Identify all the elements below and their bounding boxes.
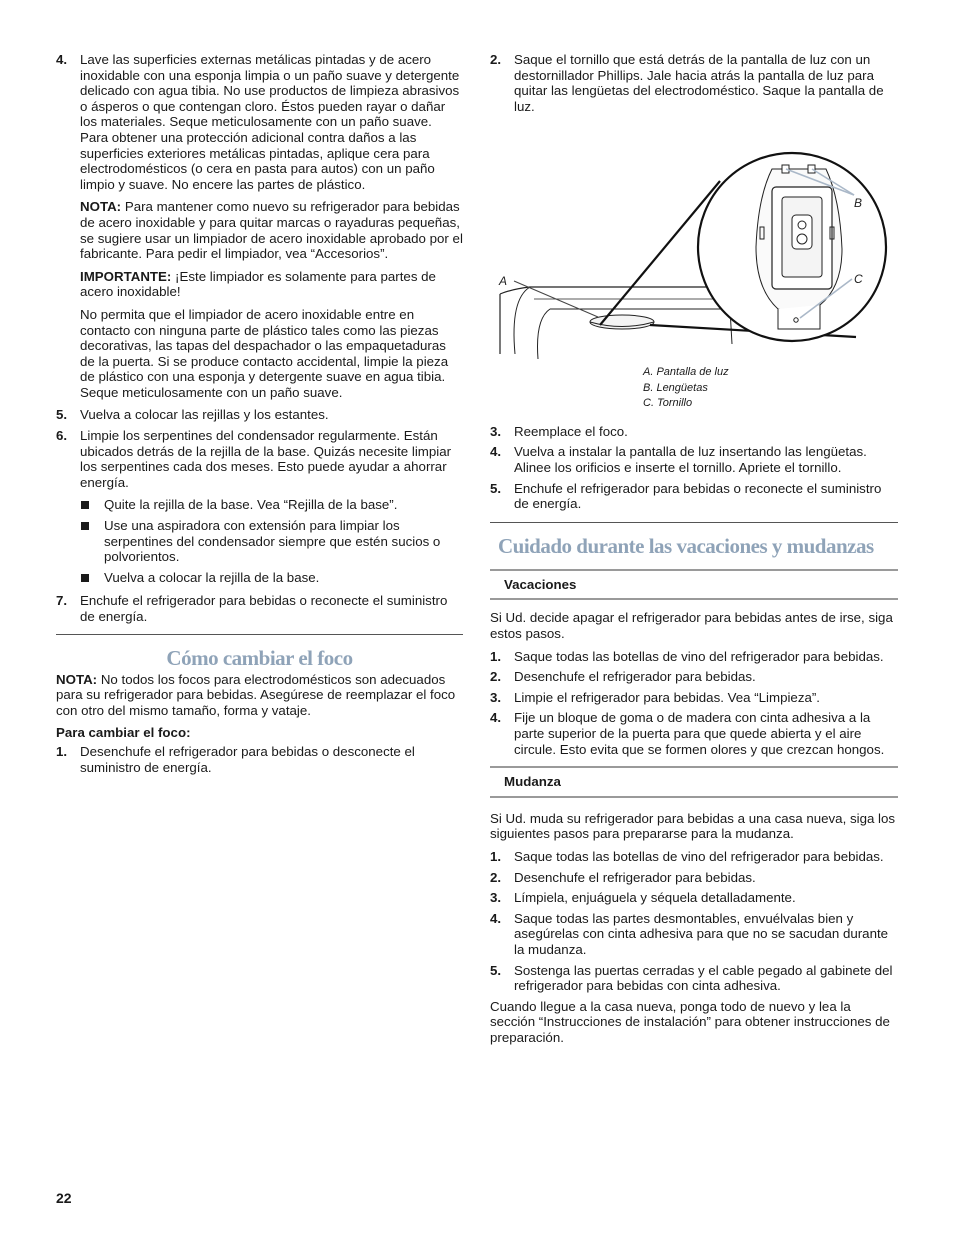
light-shield-diagram bbox=[490, 119, 898, 359]
section-divider bbox=[56, 634, 463, 635]
mudanza-intro: Si Ud. muda su refrigerador para bebidas a una casa nueva, siga los siguientes pasos para prepararse para la mudanza. bbox=[490, 810, 896, 842]
section-divider bbox=[490, 522, 898, 523]
step-text: Limpie los serpentines del condensador regularmente. Están ubicados detrás de la rejilla de la base. Quizás necesite limpiar los serpentines cada dos meses. Esto puede ayudar a ahorrar energía. bbox=[80, 428, 452, 490]
light-shield-figure bbox=[490, 119, 898, 359]
caption-a: A. Pantalla de luz bbox=[643, 366, 729, 379]
step-number: 5. bbox=[490, 480, 502, 496]
vacaciones-step-3 bbox=[490, 690, 898, 706]
section-heading-foco: Cómo cambiar el foco bbox=[166, 645, 353, 670]
note-text: Para mantener como nuevo su refrigerador para bebidas de acero inoxidable y para quitar marcas o rayaduras pequeñas, se sugiere usar un limpiador de acero inoxidable aprobado por el fabricante. Para pedir el limpiador, vea “Accesorios”. bbox=[80, 199, 463, 262]
plastic-warning: No permita que el limpiador de acero inoxidable entre en contacto con ninguna parte de plástico tales como las piezas decorativas, las tapas del despachador o las empaquetaduras de la puerta. Si se produce contacto accidental, limpie la pieza de plástico con una esponja y detergente suave en agua tibia. Seque meticulosamente con un paño suave. bbox=[80, 306, 449, 400]
vacaciones-step-2 bbox=[490, 669, 898, 685]
vacaciones-step-1 bbox=[490, 649, 898, 665]
page-number: 22 bbox=[56, 1190, 72, 1206]
step-number: 5. bbox=[490, 962, 502, 978]
mudanza-outro: Cuando llegue a la casa nueva, ponga todo de nuevo y lea la sección “Instrucciones de instalación” para obtener instrucciones de preparación. bbox=[490, 998, 890, 1045]
step-text: Saque todas las botellas de vino del refrigerador para bebidas. bbox=[514, 648, 884, 664]
square-bullet-icon bbox=[81, 501, 89, 509]
step-text: Saque todas las partes desmontables, envuélvalas bien y asegúrelas con cinta adhesiva para que no se sacudan durante la mudanza. bbox=[514, 910, 889, 957]
label-b: B bbox=[854, 196, 863, 211]
subheading-text: Para cambiar el foco: bbox=[56, 725, 191, 741]
step-number: 4. bbox=[490, 710, 502, 726]
bullet-text: Quite la rejilla de la base. Vea “Rejilla de la base”. bbox=[104, 497, 398, 513]
step-text: Desenchufe el refrigerador para bebidas. bbox=[514, 869, 756, 885]
step-number: 2. bbox=[490, 669, 502, 685]
note-label: NOTA: bbox=[56, 671, 98, 687]
step-text: Vuelva a instalar la pantalla de luz insertando las lengüetas. Alinee los orificios e inserte el tornillo. Apriete el tornillo. bbox=[514, 444, 867, 476]
step-text: Lave las superficies externas metálicas pintadas y de acero inoxidable con una esponja limpia o un paño suave y detergente delicado con agua tibia. No use productos de limpieza abrasivos o ásperos o que contengan cloro. Éstos pueden rayar o dañar los materiales. Seque meticulosamente con un paño suave. Para obtener una protección adicional contra daños a las superficies exteriores metálicas pintadas, aplique cera para electrodomésticos (o cera en pasta para autos) con un paño limpio y suave. No encere las partes de plástico. bbox=[80, 52, 460, 192]
step-text: Desenchufe el refrigerador para bebidas o desconecte el suministro de energía. bbox=[80, 743, 415, 775]
step-number: 6. bbox=[56, 428, 68, 444]
right-column bbox=[490, 52, 898, 1053]
caption-c: C. Tornillo bbox=[643, 397, 693, 410]
figure-legend bbox=[490, 365, 898, 412]
step-number: 1. bbox=[490, 648, 502, 664]
label-c: C bbox=[854, 272, 863, 287]
important-label: IMPORTANTE: bbox=[80, 268, 172, 284]
bullet-text: Vuelva a colocar la rejilla de la base. bbox=[104, 569, 320, 585]
mudanza-step-4 bbox=[490, 911, 898, 958]
mudanza-step-5 bbox=[490, 963, 898, 994]
square-bullet-icon bbox=[81, 574, 89, 582]
stainless-note bbox=[56, 199, 463, 261]
step-text: Enchufe el refrigerador para bebidas o reconecte el suministro de energía. bbox=[514, 480, 882, 512]
cleaning-step-4 bbox=[56, 52, 463, 192]
mudanza-step-2 bbox=[490, 870, 898, 886]
foco-step-1 bbox=[56, 744, 463, 775]
step-text: Saque todas las botellas de vino del refrigerador para bebidas. bbox=[514, 848, 884, 864]
step-number: 1. bbox=[490, 848, 502, 864]
foco-subheading bbox=[56, 725, 463, 741]
left-column bbox=[56, 52, 463, 780]
step-text: Fije un bloque de goma o de madera con cinta adhesiva a la parte superior de la puerta para que quede abierta y el aire circule. Esto evita que se formen olores y que crezcan hongos. bbox=[514, 710, 885, 757]
foco-step-2 bbox=[490, 52, 898, 114]
step-number: 4. bbox=[56, 52, 68, 67]
mudanza-step-1 bbox=[490, 849, 898, 865]
step-number: 7. bbox=[56, 593, 68, 609]
bullet-item bbox=[80, 570, 463, 586]
step-text: Desenchufe el refrigerador para bebidas. bbox=[514, 669, 756, 685]
foco-step-4 bbox=[490, 444, 898, 475]
step-number: 4. bbox=[490, 444, 502, 460]
subheading-vacaciones: Vacaciones bbox=[490, 569, 898, 601]
foco-step-3 bbox=[490, 424, 898, 440]
note-label: NOTA: bbox=[80, 199, 122, 215]
step-number: 3. bbox=[490, 890, 502, 906]
step-text: Limpie el refrigerador para bebidas. Vea “Limpieza”. bbox=[514, 689, 820, 705]
bullet-item bbox=[80, 497, 463, 513]
step-number: 3. bbox=[490, 423, 502, 439]
step-number: 3. bbox=[490, 689, 502, 705]
vacaciones-intro: Si Ud. decide apagar el refrigerador para bebidas antes de irse, siga estos pasos. bbox=[490, 610, 893, 642]
cleaning-step-6 bbox=[56, 428, 463, 585]
step-number: 2. bbox=[490, 869, 502, 885]
subheading-mudanza: Mudanza bbox=[490, 766, 898, 798]
label-a: A bbox=[499, 274, 508, 289]
foco-step-5 bbox=[490, 481, 898, 512]
step-number: 5. bbox=[56, 407, 68, 423]
step-number: 4. bbox=[490, 910, 502, 926]
important-text: ¡Este limpiador es solamente para partes de acero inoxidable! bbox=[80, 268, 436, 300]
mudanza-step-3 bbox=[490, 890, 898, 906]
step-number: 1. bbox=[56, 743, 68, 759]
bullet-text: Use una aspiradora con extensión para limpiar los serpentines del condensador siempre que estén sucios o polvorientos. bbox=[104, 518, 441, 565]
step-text: Reemplace el foco. bbox=[514, 423, 628, 439]
cleaning-step-7 bbox=[56, 593, 463, 624]
step-text: Enchufe el refrigerador para bebidas o reconecte el suministro de energía. bbox=[80, 593, 448, 624]
bullet-item bbox=[80, 518, 463, 565]
cleaning-step-5 bbox=[56, 407, 463, 423]
caption-b: B. Lengüetas bbox=[643, 381, 708, 394]
step-text: Límpiela, enjuáguela y séquela detalladamente. bbox=[514, 890, 796, 906]
note-text: No todos los focos para electrodomésticos son adecuados para su refrigerador para bebidas. Asegúrese de reemplazar el foco con otro del mismo tamaño, forma y vataje. bbox=[56, 671, 456, 718]
foco-note bbox=[56, 672, 463, 719]
step-text: Sostenga las puertas cerradas y el cable pegado al gabinete del refrigerador para bebidas con cinta adhesiva. bbox=[514, 962, 893, 994]
step-number: 2. bbox=[490, 52, 502, 67]
square-bullet-icon bbox=[81, 522, 89, 530]
step-text: Vuelva a colocar las rejillas y los estantes. bbox=[80, 407, 329, 423]
vacaciones-step-4 bbox=[490, 710, 898, 757]
step-text: Saque el tornillo que está detrás de la pantalla de luz con un destornillador Phillips. Jale hacia atrás la pantalla de luz para quitar las lengüetas del electrodoméstico. Saque la pantalla de luz. bbox=[514, 52, 884, 114]
section-heading-vacaciones-mudanzas: Cuidado durante las vacaciones y mudanzas bbox=[498, 533, 874, 558]
important-note bbox=[56, 269, 463, 300]
